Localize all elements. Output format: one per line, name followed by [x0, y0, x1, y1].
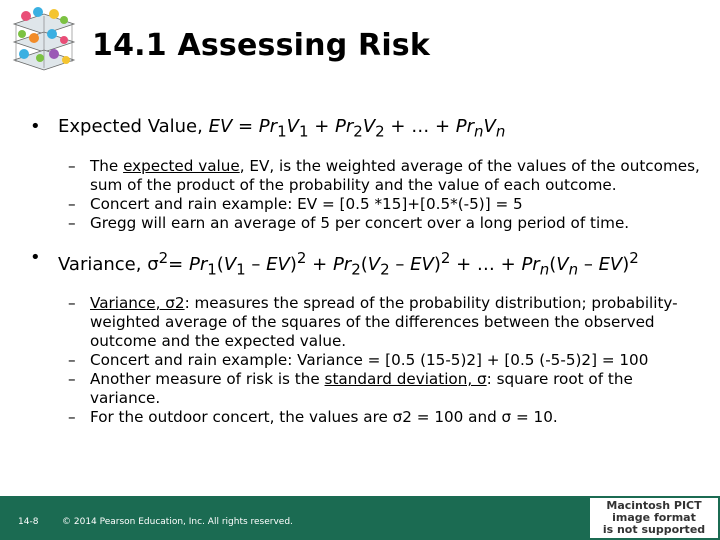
pict-unsupported-notice: Macintosh PICT image format is not supported [590, 498, 718, 538]
bullet-dot: • [30, 246, 41, 268]
copyright: © 2014 Pearson Education, Inc. All rights reserved. [62, 517, 293, 527]
list-item: – Concert and rain example: Variance = [0.5 (15-5)2] + [0.5 (-5-5)2] = 100 [68, 351, 649, 370]
slide-content [30, 116, 702, 441]
logo-cubes-icon [4, 4, 82, 76]
expected-value-subpoints [30, 157, 702, 233]
variance-subpoints [30, 294, 702, 427]
list-item: – For the outdoor concert, the values are σ2 = 100 and σ = 10. [68, 408, 558, 427]
list-item: – Another measure of risk is the standard deviation, σ: square root of the variance. [68, 370, 633, 408]
list-item: – Gregg will earn an average of 5 per concert over a long period of time. [68, 213, 630, 232]
page-number: 14-8 [18, 517, 39, 527]
bullet-dot: • [30, 116, 41, 137]
bullet-expected-value: • Expected Value, EV = $Pr_1V_1 + Pr_2V_2$ + … + $Pr_nV_n$ [30, 116, 506, 141]
list-item: – Variance, σ2: measures the spread of the probability distribution; probability-weighted average of the squares of the differences between the observed outcome and the expected value. [68, 294, 678, 351]
bullet-variance-prefix: Variance, [58, 253, 148, 275]
bullet-expected-value-prefix: Expected Value, [58, 116, 209, 137]
list-item: – Concert and rain example: EV = [0.5 *15]+[0.5*(-5)] = 5 [68, 194, 523, 213]
list-item: – The expected value, EV, is the weighted average of the values of the outcomes, sum of the product of the probability and the value of each outcome. [68, 156, 700, 194]
bullet-variance: • Variance, $\sigma^2= Pr_1(V_1 - EV)^2 + Pr_2(V_2 - EV)^2$ + … + $Pr_n(V_n - EV)^2$ [30, 246, 639, 279]
page-title: 14.1 Assessing Risk [92, 28, 431, 63]
